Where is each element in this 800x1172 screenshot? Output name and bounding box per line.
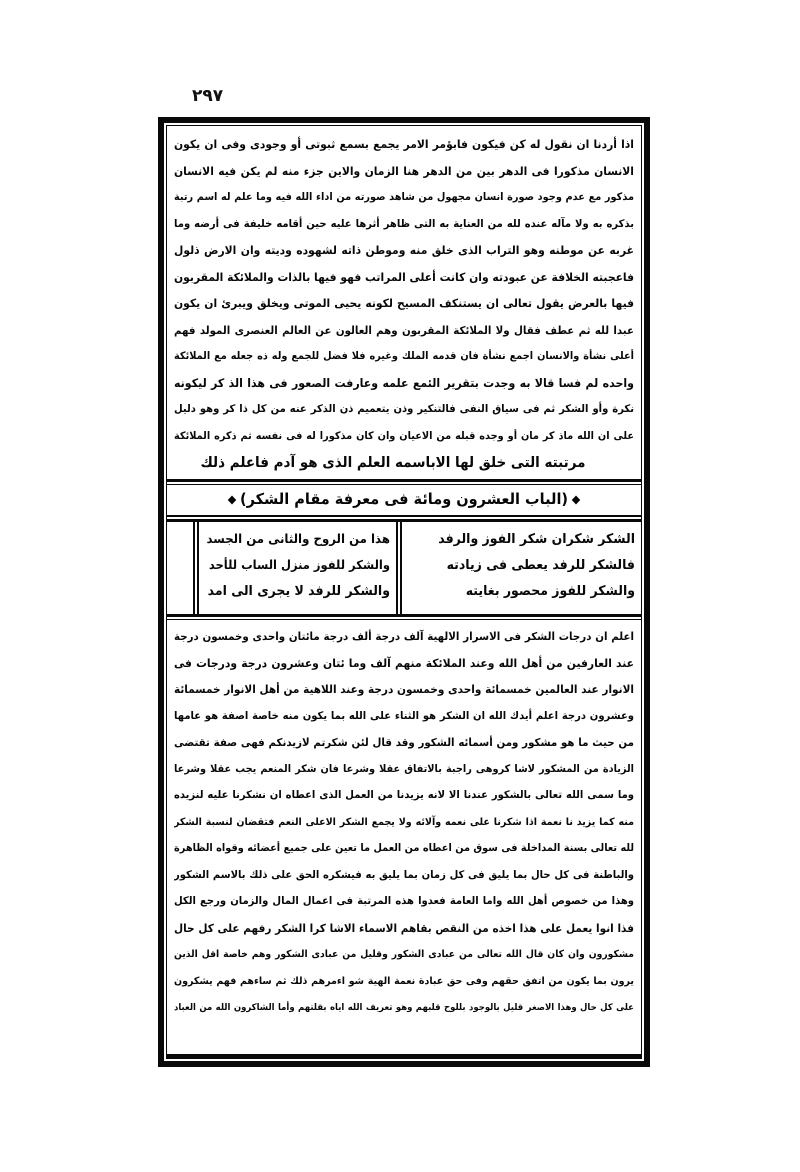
text-line-content: فذا انوا يعمل على هذا اخذه من النقص بقاهم الاسماء الاشا كرا الشكر رفهم على كل حال (174, 922, 634, 935)
text-line (174, 449, 634, 477)
text-line-content: عند العارفين من أهل الله وعند الملائكة منهم آلف وما ئتان وعشرون درجة ودرجات فى (174, 656, 634, 670)
text-line (174, 343, 634, 371)
verse-cell-right (403, 522, 641, 614)
text-line (174, 317, 634, 345)
page-bottom-rule (167, 1054, 641, 1058)
text-line (174, 941, 634, 969)
text-line (174, 676, 634, 704)
verse-table-divider-1 (396, 522, 403, 614)
text-line (174, 237, 634, 265)
text-line (174, 888, 634, 916)
verse-line: والشكر للرفد لا يجرى الى امد (207, 582, 390, 598)
text-line (174, 809, 634, 837)
text-line-content: مذكور مع عدم وجود صورة انسان مجهول من شاهد صورته من اداء الله فيه وما علم له اسم رتبة (174, 191, 634, 204)
text-line (174, 650, 634, 678)
page-frame (158, 117, 650, 1067)
lower-text-block (167, 620, 641, 1054)
text-line-content: من حيث ما هو مشكور ومن أسمائه الشكور وقد قال لئن شكرتم لازيدنكم فهى صفة تقتضى (174, 736, 634, 750)
text-line-content: الانوار عند العالمين خمسمائة واحدى وخمسون درجة وعند اللاهية من أهل الانوار خمسمائة (174, 683, 634, 697)
text-line-content: على ان الله ماذ كر مان أو وجده قبله من الاعيان وان كان مذكورا له فى نفسه ثم ذكره الملائكة (174, 430, 634, 442)
text-line (174, 184, 634, 212)
text-line-content: فاعجبته الخلافة عن عبودته وان كانت أعلى المراتب فهو فيها بالذات والملائكة المقربون (174, 270, 634, 284)
verse-cell-middle (200, 522, 396, 614)
text-line (174, 158, 634, 186)
text-line (174, 915, 634, 943)
chapter-heading (224, 492, 584, 509)
page-frame-inner (166, 125, 642, 1059)
upper-text-block (167, 126, 641, 479)
text-line-content: واحده لم فسا قالا به وجدت بتقرير الئمع علمه وعارفت الصعور فى هذا الذ كر ليكونه (174, 376, 634, 390)
heading-diamond-left-icon (228, 496, 236, 505)
text-line (174, 623, 634, 651)
page-number: ٢٩٧ (192, 86, 224, 106)
verse-table (167, 522, 641, 614)
text-line-content: وعشرون درجة اعلم أيدك الله ان الشكر هو الثناء على الله بما يكون منه خاصة اصفة هو عامها (174, 710, 634, 722)
chapter-heading-band (167, 485, 641, 515)
text-line-content: وهذا من خصوص أهل الله واما العامة فعدوا هذه المرتبة فى اعمال المال والزمان ورجع الكل (174, 895, 634, 908)
text-line (174, 131, 634, 159)
verse-line: والشكر للفوز منزل الساب للأحد (208, 557, 390, 572)
verse-line: الشكر شكران شكر الفوز والرفد (438, 530, 635, 546)
text-line (174, 264, 634, 292)
text-line-content: بذكره به ولا مآله عنده لله من العناية به التى ظاهر أثرها عليه حين أقامه خليفة فى أرضه وما (174, 218, 634, 230)
text-line (174, 370, 634, 398)
text-line-content: عبدا لله ثم عطف فقال ولا الملائكة المقربون وهم العالون عن العالم العنصرى المولد فهم (174, 324, 634, 337)
text-line-content: مشكورون وان كان قال الله تعالى من عبادى الشكور وقليل من عبادى الشكور وهم خاصة اقل الذين (174, 948, 634, 961)
text-line-content: مرتبته التى خلق لها الاباسمه العلم الذى هو آدم فاعلم ذلك (200, 454, 586, 472)
text-line-content: والباطنة فى كل حال بما يليق فى كل زمان بما يليق به فيشكره الحق على ذلك بالاسم الشكور (174, 869, 634, 881)
text-line-content: فيها بالعرض يقول تعالى ان يستنكف المسيح لكونه يحيى الموتى ويخلق ويبرئ ان يكون (174, 296, 634, 311)
heading-diamond-right-icon (572, 496, 580, 505)
text-line (174, 396, 634, 424)
chapter-heading-text: (الباب العشرون ومائة فى معرفة مقام الشكر) (239, 491, 569, 509)
text-line-content: الزيادة من المشكور لاشا كروهى راجبة بالاتفاق عقلا وشرعا فان شكر المنعم يجب عقلا وشرعا (174, 763, 634, 775)
text-line-content: لله تعالى بسنة المداخلة فى سوق من اعطاه من العمل ما تعين على جميع أعضائه وقواه الظاهرة (174, 842, 634, 855)
text-line (174, 835, 634, 863)
text-line (174, 729, 634, 757)
text-line (174, 703, 634, 731)
text-line (174, 290, 634, 318)
verse-line: فالشكر للرفد يعطى فى زيادته (446, 556, 635, 572)
text-line (174, 862, 634, 890)
text-line (174, 994, 634, 1022)
text-line-content: الانسان مذكورا فى الدهر بين من الدهر هنا الزمان والاين جزء منه لم يكن فيه الانسان (174, 164, 634, 178)
text-line-content: وما سمى الله تعالى بالشكور عندنا الا لانه يزيدنا من العمل الذى اعطاه ان نشكرنا عليه لنزيده (174, 789, 634, 802)
verse-line: هذا من الروح والثانى من الجسد (206, 531, 390, 546)
text-line (174, 782, 634, 810)
verse-table-divider-2 (193, 522, 200, 614)
text-line (174, 756, 634, 784)
text-line (174, 211, 634, 239)
text-line-content: على كل حال وهذا الاصغر قليل بالوجود بللوح قلبهم وهو تعريف الله اياه بقلتهم وأما الشاكرون الله من العباد (174, 1002, 634, 1014)
verse-line: والشكر للفوز محصور بغايته (465, 582, 635, 598)
text-line-content: يرون بما يكون من اتفق حقهم وفى حق عبادة نعمة الهية شو اءمرهم ذلك ثم ساءهم فهم يشكرون (174, 975, 634, 987)
text-line-content: اذا أردنا ان نقول له كن فيكون فابؤمر الامر يجمع بسمع ثبوتى أو وجودى وفى ان يكون (174, 137, 634, 152)
text-line (174, 423, 634, 451)
text-line-content: غربه عن موطنه وهو التراب الذى خلق منه وموطن ذاته لشهوده وديته وان الارض ذلول (174, 243, 634, 258)
text-line-content: منه كما يزيد نا نعمة اذا شكرنا على نعمه وآلائه ولا يجمع الشكر الاعلى النعم فتقضان لنسبة الشكر (174, 816, 634, 828)
text-line-content: أعلى نشأة والانسان اجمع نشأة فان قدمه الملك وغيره فلا فضل للجمع وله ذه جعله مع الملائكة (174, 350, 634, 363)
text-line-content: اعلم ان درجات الشكر فى الاسرار الالهية آلف درجة ألف درجة مائتان واحدى وخمسون درجة (174, 630, 634, 644)
text-line (174, 968, 634, 996)
text-line-content: نكرة وأو الشكر ثم فى سياق النفى فالتنكير وذن يتعميم ذن الذكر عنه من كل ذا كر وهو دليل (174, 403, 634, 416)
verse-cell-left-margin (167, 522, 193, 614)
